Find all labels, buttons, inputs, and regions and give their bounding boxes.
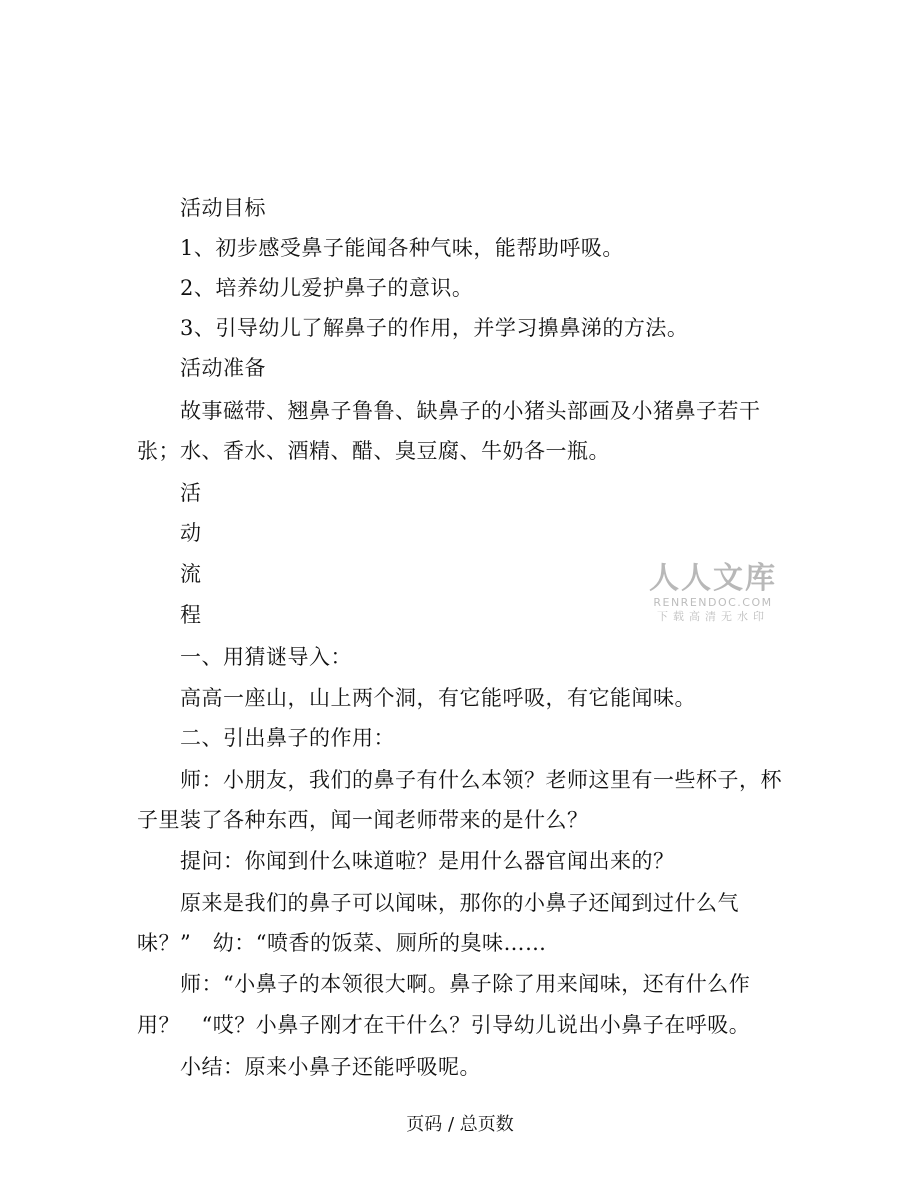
section-heading-preparation: 活动准备 xyxy=(180,356,266,380)
paragraph-line: 子里装了各种东西，闻一闻老师带来的是什么？ xyxy=(137,808,589,832)
paragraph-line: 小结：原来小鼻子还能呼吸呢。 xyxy=(180,1055,481,1079)
paragraph-line: 高高一座山，山上两个洞，有它能呼吸，有它能闻味。 xyxy=(180,686,696,710)
paragraph-line: 3、引导幼儿了解鼻子的作用，并学习擤鼻涕的方法。 xyxy=(180,316,689,340)
paragraph-line: 2、培养幼儿爱护鼻子的意识。 xyxy=(180,276,474,300)
watermark-title: 人人文库 xyxy=(649,561,777,596)
paragraph-line: 师：“小鼻子的本领很大啊。鼻子除了用来闻味，还有什么作 xyxy=(180,972,751,996)
paragraph-line: 1、初步感受鼻子能闻各种气味，能帮助呼吸。 xyxy=(180,236,624,260)
paragraph-line: 味？” 幼：“喷香的饭菜、厕所的臭味…… xyxy=(137,931,547,955)
watermark-url: RENRENDOC.COM xyxy=(653,596,773,609)
section-heading-process-char: 程 xyxy=(180,603,202,627)
paragraph-line: 二、引出鼻子的作用： xyxy=(180,726,395,750)
section-heading-process-char: 动 xyxy=(180,521,202,545)
section-heading-process-char: 活 xyxy=(180,481,202,505)
watermark-subtitle: 下载高清无水印 xyxy=(657,610,769,623)
paragraph-line: 故事磁带、翘鼻子鲁鲁、缺鼻子的小猪头部画及小猪鼻子若干 xyxy=(180,399,761,423)
section-heading-process-char: 流 xyxy=(180,562,202,586)
paragraph-line: 师：小朋友，我们的鼻子有什么本领？老师这里有一些杯子，杯 xyxy=(180,768,782,792)
paragraph-line: 张；水、香水、酒精、醋、臭豆腐、牛奶各一瓶。 xyxy=(137,439,610,463)
paragraph-line: 用？ “哎？小鼻子刚才在干什么？引导幼儿说出小鼻子在呼吸。 xyxy=(137,1013,751,1037)
paragraph-line: 原来是我们的鼻子可以闻味，那你的小鼻子还闻到过什么气 xyxy=(180,891,739,915)
section-heading-goals: 活动目标 xyxy=(180,196,266,220)
watermark xyxy=(648,562,778,624)
paragraph-line: 提问：你闻到什么味道啦？是用什么器官闻出来的？ xyxy=(180,849,675,873)
paragraph-line: 一、用猜谜导入： xyxy=(180,645,352,669)
page-footer: 页码 / 总页数 xyxy=(406,1114,514,1135)
